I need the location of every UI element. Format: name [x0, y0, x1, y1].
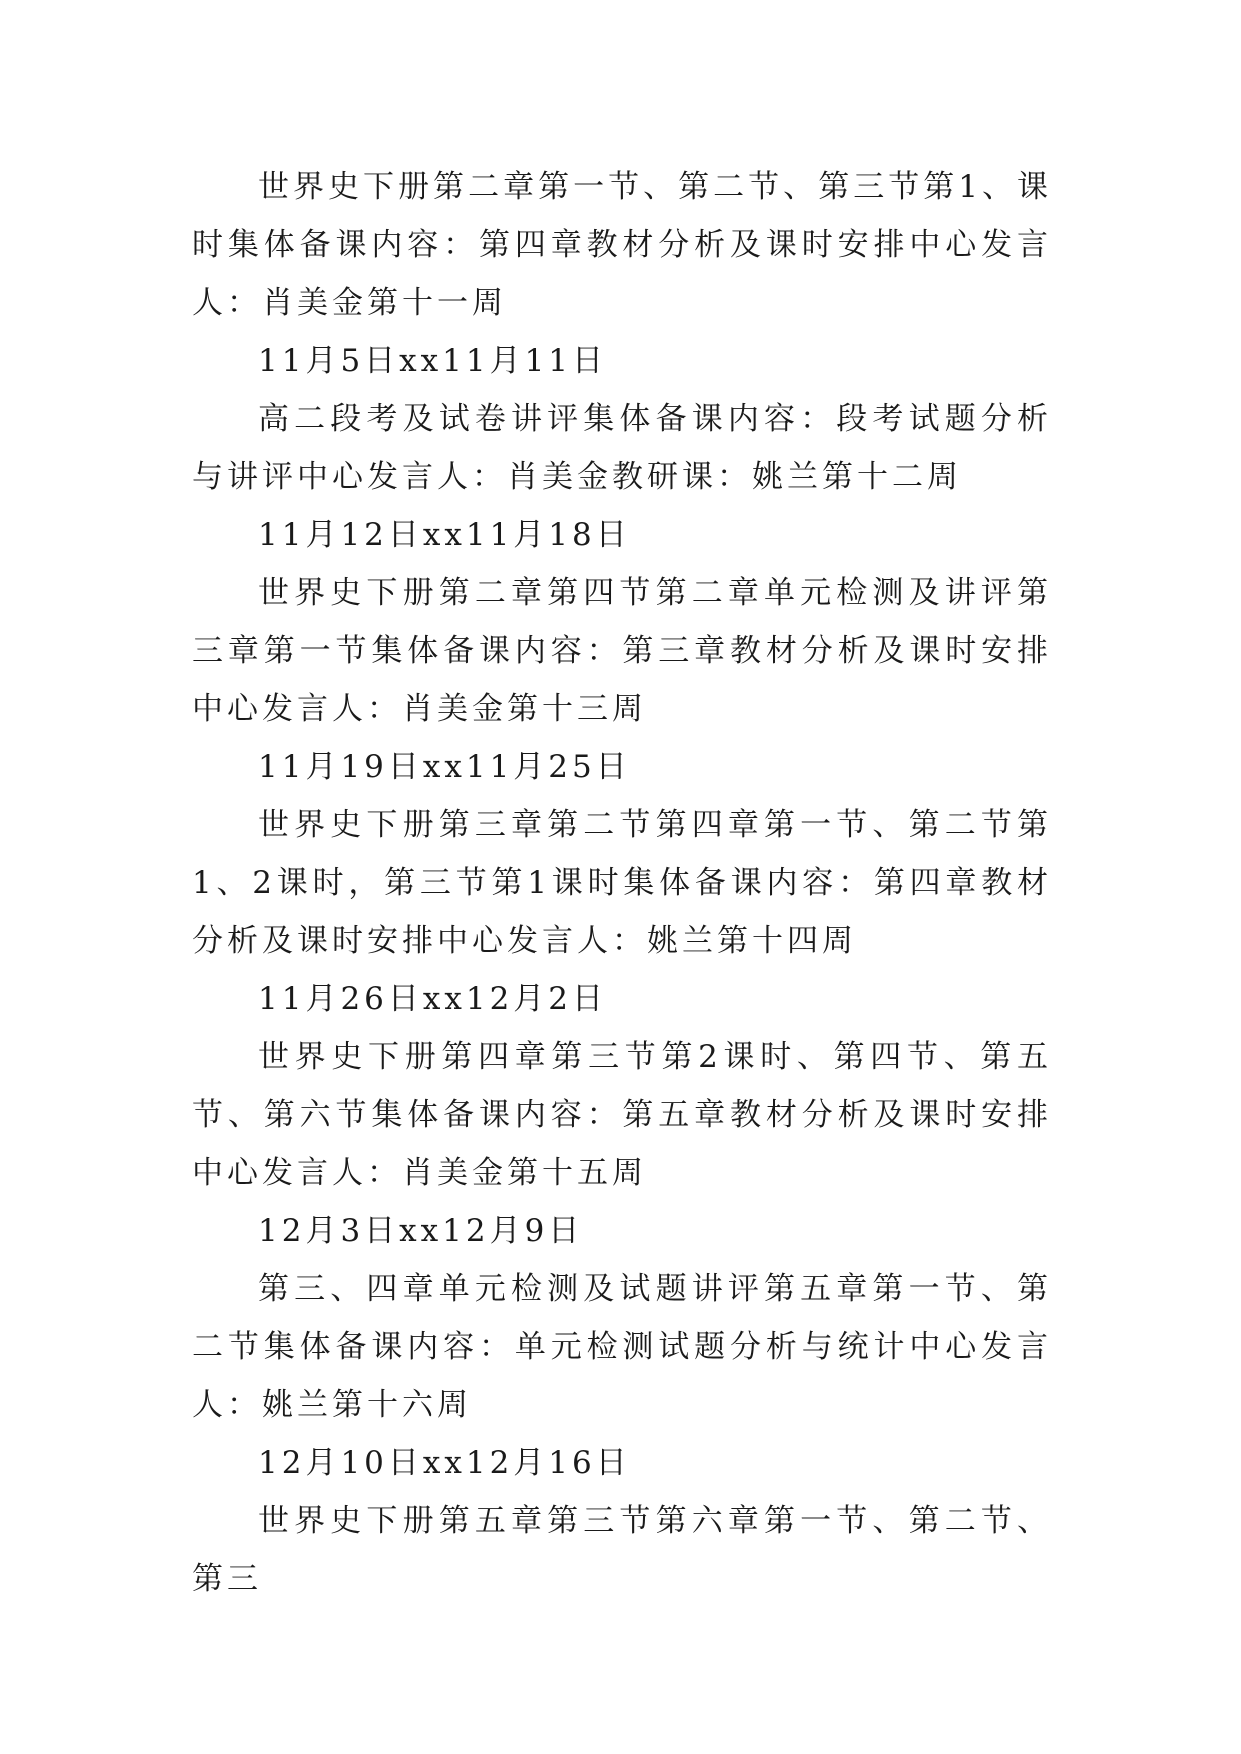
paragraph: 世界史下册第二章第四节第二章单元检测及讲评第三章第一节集体备课内容：第三章教材分析及课时安排中心发言人：肖美金第十三周	[192, 575, 1052, 727]
date-range: 11月5日xx11月11日	[258, 343, 608, 379]
paragraph: 第三、四章单元检测及试题讲评第五章第一节、第二节集体备课内容：单元检测试题分析与统计中心发言人：姚兰第十六周	[192, 1271, 1052, 1423]
document-body	[192, 158, 1052, 1608]
date-range: 11月26日xx12月2日	[258, 981, 608, 1017]
paragraph: 世界史下册第三章第二节第四章第一节、第二节第1、2课时，第三节第1课时集体备课内容：第四章教材分析及课时安排中心发言人：姚兰第十四周	[192, 807, 1052, 959]
date-range: 11月19日xx11月25日	[258, 749, 631, 785]
paragraph: 世界史下册第四章第三节第2课时、第四节、第五节、第六节集体备课内容：第五章教材分析及课时安排中心发言人：肖美金第十五周	[192, 1039, 1052, 1191]
date-range: 11月12日xx11月18日	[258, 517, 631, 553]
date-range: 12月10日xx12月16日	[258, 1445, 631, 1481]
paragraph: 世界史下册第五章第三节第六章第一节、第二节、第三	[192, 1503, 1052, 1597]
paragraph: 高二段考及试卷讲评集体备课内容：段考试题分析与讲评中心发言人：肖美金教研课：姚兰第十二周	[192, 401, 1052, 495]
paragraph: 世界史下册第二章第一节、第二节、第三节第1、课时集体备课内容：第四章教材分析及课时安排中心发言人：肖美金第十一周	[192, 169, 1052, 321]
date-range: 12月3日xx12月9日	[258, 1213, 584, 1249]
